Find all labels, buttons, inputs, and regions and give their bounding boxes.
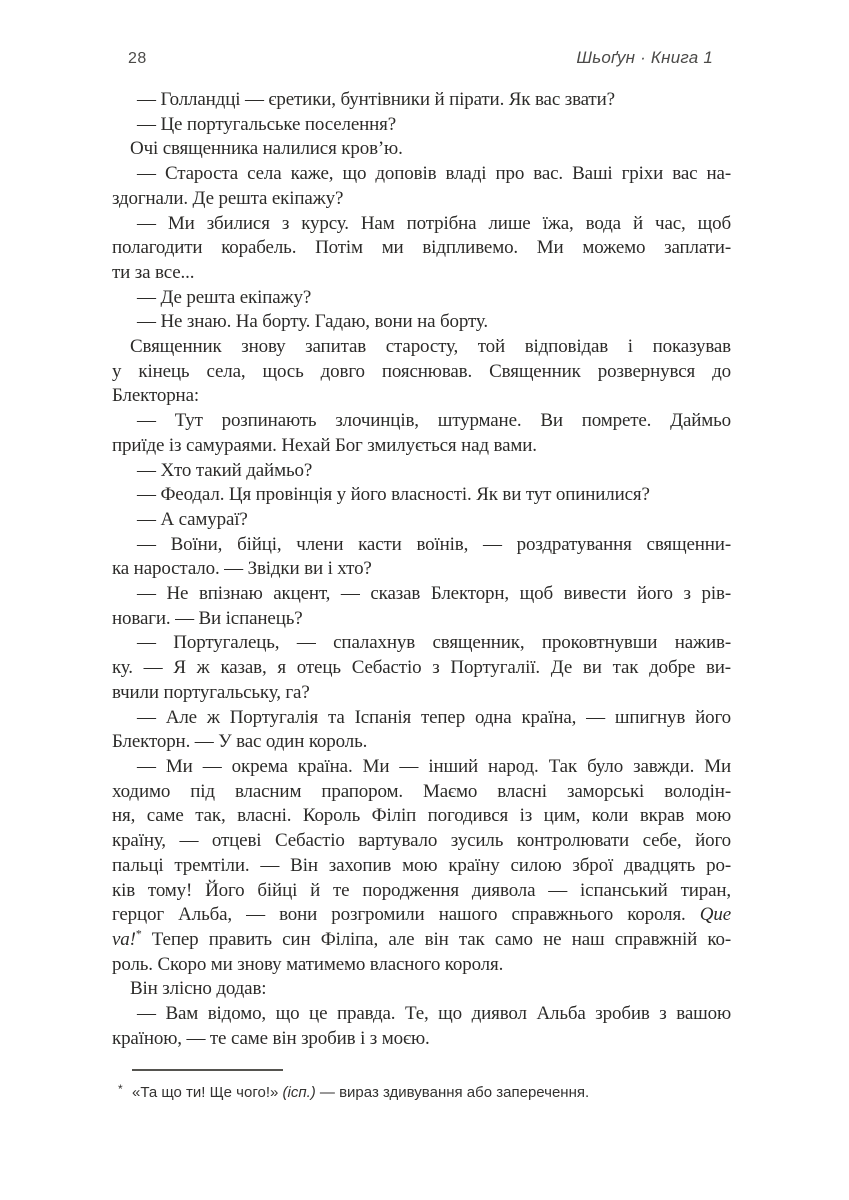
text-line [112, 854, 731, 879]
text-segment: у кінець села, щось довго пояснював. Священник розвернувся до [112, 360, 731, 382]
text-segment: — Португалець, — спалахнув священник, проковтнувши нажив- [137, 632, 731, 654]
text-segment: — Хто такий даймьо? [137, 459, 313, 481]
text-line [112, 533, 731, 558]
text-block [112, 88, 731, 1051]
text-line [112, 162, 731, 187]
text-segment: ка наростало. — Звідки ви і хто? [112, 558, 372, 580]
text-segment: — Не впізнаю акцент, — сказав Блекторн, щоб вивести його з рів- [137, 583, 731, 605]
text-line [112, 360, 731, 385]
text-segment: герцог Альба, — вони розгромили нашого справжнього короля. [112, 904, 700, 926]
text-line [112, 310, 731, 335]
text-line [112, 483, 731, 508]
text-line [112, 903, 731, 928]
text-line [112, 1002, 731, 1027]
text-segment: — Не знаю. На борту. Гадаю, вони на борту. [137, 311, 488, 333]
text-segment: ходимо під власним прапором. Маємо власні заморські володін- [112, 780, 731, 802]
text-line [112, 1027, 731, 1052]
text-line [112, 557, 731, 582]
text-line [112, 286, 731, 311]
text-segment: — Староста села каже, що доповів владі про вас. Ваші гріхи вас на- [137, 163, 731, 185]
text-segment: ків тому! Його бійці й те породження диявола — іспанський тиран, [112, 879, 731, 901]
text-segment: — Воїни, бійці, члени касти воїнів, — роздратування священни- [137, 533, 731, 555]
text-segment: «Та що ти! Ще чого!» [132, 1084, 283, 1101]
text-segment: va! [112, 928, 136, 950]
text-line [112, 187, 731, 212]
text-line [112, 607, 731, 632]
text-segment: Блекторн. — У вас один король. [112, 731, 368, 753]
text-segment: роль. Скоро ми знову матимемо власного короля. [112, 953, 504, 975]
text-segment: — Феодал. Ця провінція у його власності. Як ви тут опинилися? [137, 484, 650, 506]
text-segment: Священник знову запитав старосту, той відповідав і показував [130, 336, 731, 358]
text-line [112, 335, 731, 360]
text-line [112, 384, 731, 409]
text-segment: країною, — те саме він зробив і з моєю. [112, 1027, 430, 1049]
running-title: Шьоґун · Книга 1 [576, 48, 713, 67]
text-segment: Очі священника налилися кров’ю. [130, 138, 403, 160]
footnote-marker: * [118, 1082, 123, 1096]
text-line [112, 755, 731, 780]
text-line [112, 706, 731, 731]
text-line [112, 261, 731, 286]
text-line [112, 582, 731, 607]
text-line [112, 953, 731, 978]
footnote-rule [132, 1069, 283, 1071]
text-segment: пальці тремтіли. — Він захопив мою країну силою зброї двадцять ро- [112, 854, 731, 876]
text-segment: * [135, 927, 142, 941]
text-segment: ку. — Я ж казав, я отець Себастіо з Португалії. Де ви так добре ви- [112, 657, 731, 679]
text-line [112, 804, 731, 829]
running-head [128, 48, 713, 68]
text-line [112, 780, 731, 805]
text-line [112, 137, 731, 162]
text-segment: (ісп.) [282, 1084, 316, 1101]
text-segment: ти за все... [112, 261, 195, 283]
text-segment: — Це португальське поселення? [137, 113, 397, 135]
text-segment: Que [699, 904, 731, 926]
text-segment: — вираз здивування або заперечення. [315, 1084, 590, 1101]
text-segment: — Голландці — єретики, бунтівники й пірати. Як вас звати? [137, 89, 615, 110]
text-segment: ня, саме так, власні. Король Філіп погодився із цим, коли вкрав мою [112, 805, 731, 827]
text-segment: Блекторна: [112, 385, 199, 407]
text-line [112, 459, 731, 484]
text-line [112, 113, 731, 138]
text-segment: — Де решта екіпажу? [137, 286, 312, 308]
text-segment: — Але ж Португалія та Іспанія тепер одна країна, — шпигнув його [137, 706, 731, 728]
text-line [112, 656, 731, 681]
text-line [112, 88, 731, 113]
text-line [112, 409, 731, 434]
text-line [112, 508, 731, 533]
text-segment: — Вам відомо, що це правда. Те, що диявол Альба зробив з вашою [137, 1003, 731, 1025]
page-number: 28 [128, 50, 147, 67]
text-line [112, 212, 731, 237]
text-segment: приїде із самураями. Нехай Бог змилується над вами. [112, 434, 537, 456]
footnote [118, 1082, 732, 1102]
text-segment: здогнали. Де решта екіпажу? [112, 187, 344, 209]
text-segment: — Тут розпинають злочинців, штурмане. Ви помрете. Даймьо [137, 410, 731, 432]
text-line [112, 977, 731, 1002]
text-line [112, 434, 731, 459]
text-segment: Тепер править син Філіпа, але він так само не наш справжній ко- [141, 928, 731, 950]
text-segment: полагодити корабель. Потім ми відпливемо. Ми можемо заплати- [112, 237, 731, 259]
text-line [112, 928, 731, 953]
text-line [112, 829, 731, 854]
footnote-text [132, 1084, 589, 1101]
text-line [112, 631, 731, 656]
text-segment: — А самураї? [137, 508, 248, 530]
text-segment: вчили португальську, га? [112, 681, 310, 703]
text-segment: Він злісно додав: [130, 978, 267, 1000]
text-line [112, 730, 731, 755]
text-segment: — Ми збилися з курсу. Нам потрібна лише їжа, вода й час, щоб [137, 212, 731, 234]
text-line [112, 879, 731, 904]
text-segment: новаги. — Ви іспанець? [112, 607, 303, 629]
text-line [112, 681, 731, 706]
text-segment: — Ми — окрема країна. Ми — інший народ. Так було завжди. Ми [137, 755, 731, 777]
text-segment: країну, — отцеві Себастіо вартувало зусиль контролювати себе, його [112, 830, 731, 852]
text-line [112, 236, 731, 261]
